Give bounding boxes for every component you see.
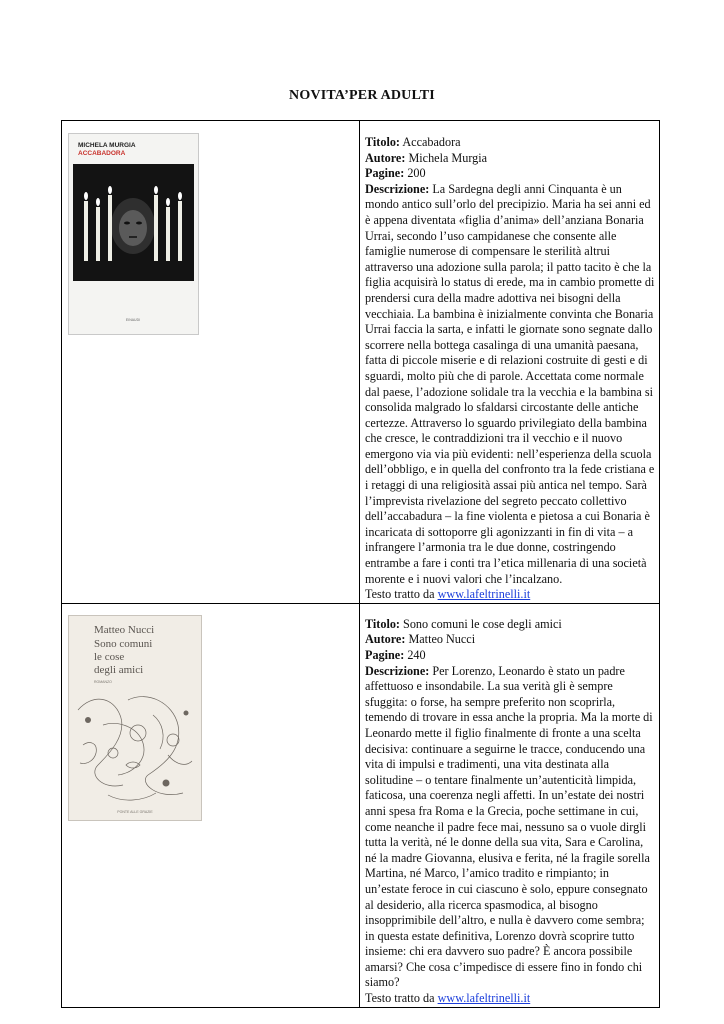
book-pages: 240 (407, 648, 426, 662)
title-label: Titolo: (365, 135, 400, 149)
title-label: Titolo: (365, 616, 400, 631)
book-pages: 200 (407, 166, 426, 181)
cover-publisher-text: EINAUDI (125, 318, 141, 322)
table-row (62, 121, 660, 604)
book-title: Sono comuni le cose degli amici (403, 616, 562, 631)
cover-title-line: le cose (94, 650, 125, 663)
page-title: NOVITA’PER ADULTI (289, 88, 435, 103)
pages-label: Pagine: (365, 166, 405, 181)
book-author-line (365, 151, 655, 167)
cover-author-text: MICHELA MURGIA (78, 142, 136, 149)
book-title: Accabadora (402, 135, 461, 149)
source-line (365, 587, 655, 603)
author-label: Autore: (365, 632, 406, 647)
book-description-line (365, 182, 655, 587)
cover-title-text: ACCABADORA (78, 150, 126, 157)
cover-publisher-text: PONTE ALLE GRAZIE (117, 809, 153, 814)
book-description: La Sardegna degli anni Cinquanta è un mondo antico sull’orlo del precipizio. Maria ha sei anni ed è appena diventata «figlia d’anima» dell’anziana Bonaria Urrai, secondo l’uso campidanese che consente alle famiglie numerose di compensare le sterilità altrui attraverso una adozione sulla parola; il patto tacito è che la figlia acquisirà lo status di erede, ma in cambio promette di prendersi cura della madre adottiva nei bisogni della vecchiaia. La bambina è inizialmente convinta che Bonaria Urrai faccia la sarta, e infatti le giornate sono segnate dallo scorrere nella bottega casalinga di una umanità paesana, fatta di piccole miserie e di relazioni costruite di gesti e di sguardi, molto più che di parole. Accettata come normale dal paese, l’adozione solidale tra la vecchia e la bambina si consolida malgrado lo sfaldarsi circostante delle antiche certezze. Attraverso lo sguardo privilegiato della bambina che cresce, le contraddizioni tra il vecchio e il nuovo emergono via via più evidenti: nell’esperienza della scuola dell’obbligo, e in quella del confronto tra la fede cristiana e i retaggi di una religiosità assai più antica nel tempo. Sarà l’imprevista rivelazione del segreto peccato collettivo dell’accabadura – la fine violenta e pietosa a cui Bonaria è incaricata di sottoporre gli agonizzanti in fin di vita – a infrangere l’armonia tra le due donne, costringendo entrambe a fare i conti tra l’etica millenaria di una società morente e i nuovi valori che l’incalzano. (365, 181, 655, 586)
cover-cell (62, 603, 360, 1007)
cover-title-line: degli amici (94, 663, 144, 676)
source-line (365, 991, 655, 1007)
description-label: Descrizione: (365, 663, 430, 678)
cover-cell (62, 121, 360, 604)
cover-title-line: Sono comuni (94, 637, 153, 650)
book-author: Matteo Nucci (408, 632, 476, 647)
source-link[interactable]: www.lafeltrinelli.it (437, 587, 531, 602)
source-prefix: Testo tratto da (365, 991, 435, 1006)
book-author: Michela Murgia (408, 150, 488, 165)
source-link[interactable]: www.lafeltrinelli.it (437, 991, 531, 1006)
pages-label: Pagine: (365, 648, 405, 662)
source-prefix: Testo tratto da (365, 587, 435, 602)
book-description: Per Lorenzo, Leonardo è stato un padre affettuoso e insondabile. La sua verità gli è sempre sfuggita: o forse, ha sempre preferito non scoprirla, temendo di trovare in essa anche la propria. Ma la morte di Leonardo mette il figlio finalmente di fronte a una scelta decisiva: continuare a seguirne le tracce, conducendo una vita di impulsi e tradimenti, una vita destinata alla solitudine – o tentare finalmente un’autenticità limpida, faticosa, una coerenza negli affetti. In un’estate dei nostri anni spesa fra Roma e la Grecia, poche settimane in cui, come neanche il padre fece mai, nessuno sa o vuole dirgli tutta la verità, né le donne della sua vita, Sara e Carolina, né la madre Giovanna, elusiva e ferita, né la fragile sorella Martina, né Marco, l’amico tradito e rimpianto; in un’estate feroce in cui ciascuno è solo, eppure consegnato al desiderio, alla ricerca spasmodica, al bisogno insopprimibile dell’altro, e nulla è davvero come sembra; in questa estate definitiva, Lorenzo dovrà scoprire tutto insieme: chi era davvero suo padre? È ancora possibile amarsi? Che cosa c’impedisce di essere fino in fondo chi siamo? (365, 663, 653, 990)
book-author-line (365, 632, 655, 648)
description-cell (360, 121, 660, 604)
book-description-line (365, 664, 655, 991)
book-info (360, 604, 659, 1007)
cover-author-text: Matteo Nucci (94, 623, 155, 636)
author-label: Autore: (365, 150, 406, 165)
description-label: Descrizione: (365, 181, 430, 196)
books-table (61, 120, 660, 1008)
table-row (62, 603, 660, 1007)
description-cell (360, 603, 660, 1007)
book-title-line (365, 135, 655, 151)
book-pages-line (365, 166, 655, 182)
book-title-line (365, 617, 655, 633)
cover-genre-text: ROMANZO (94, 679, 112, 684)
book-cover-sono-comuni (68, 615, 202, 821)
book-info (360, 121, 659, 603)
book-cover-accabadora (68, 133, 199, 335)
book-pages-line (365, 648, 655, 664)
